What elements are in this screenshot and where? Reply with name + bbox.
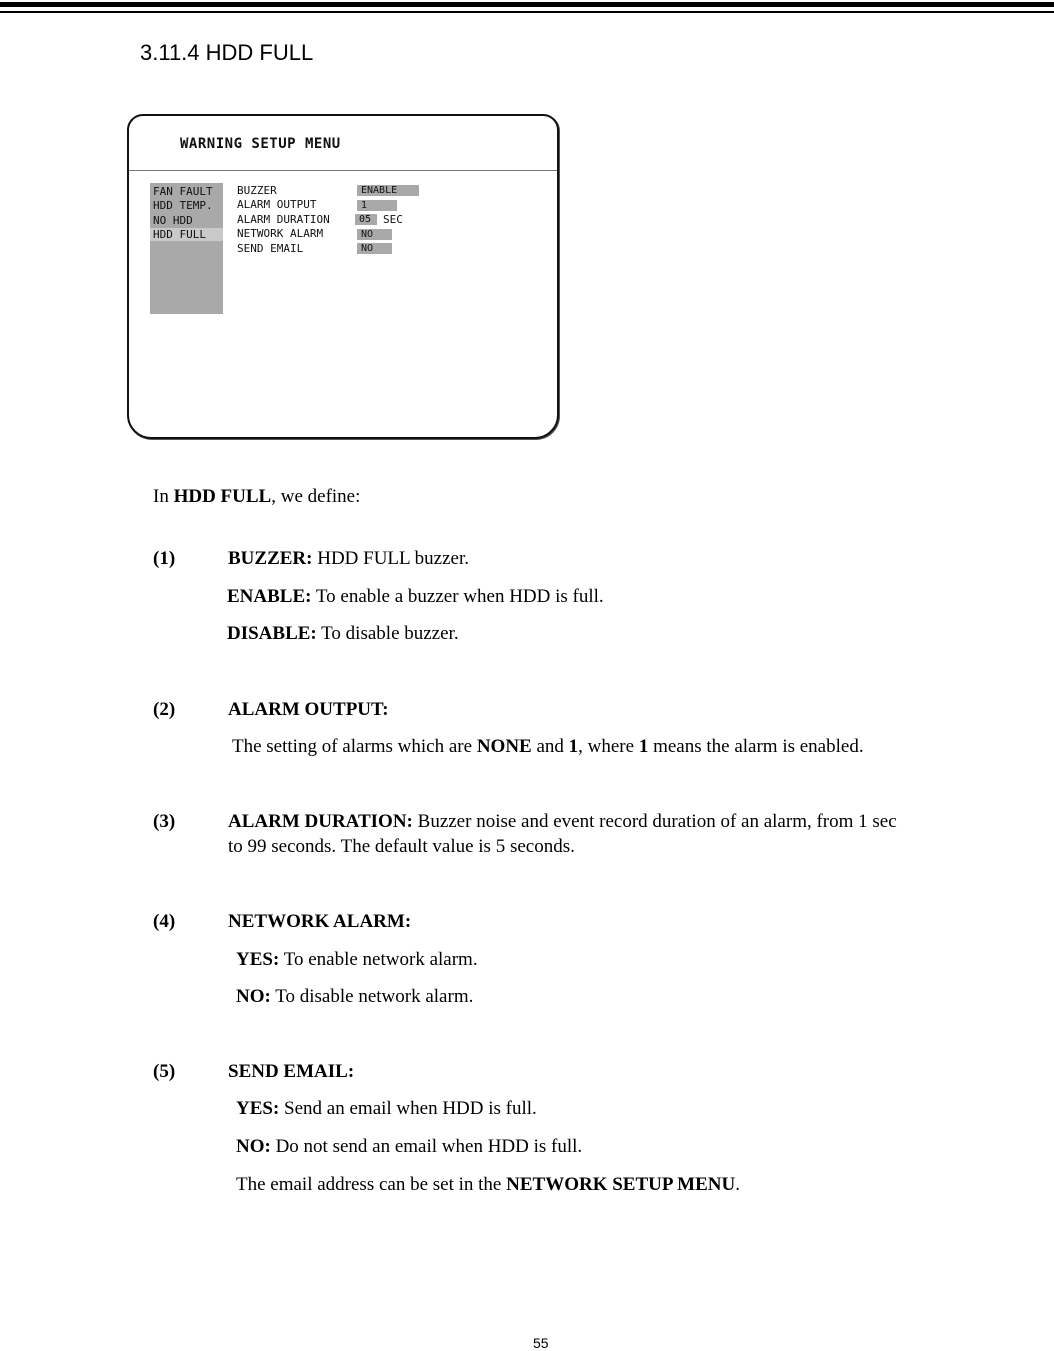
item-4-number: (4) bbox=[153, 911, 176, 932]
item-3-number: (3) bbox=[153, 811, 176, 832]
page-number: 55 bbox=[533, 1335, 549, 1351]
section-title: 3.11.4 HDD FULL bbox=[140, 40, 314, 65]
item-3-heading: ALARM DURATION: Buzzer noise and event record duration of an alarm, from 1 sec bbox=[228, 811, 897, 832]
osd-side-item-fan-fault[interactable]: FAN FAULT bbox=[153, 185, 213, 198]
item-2-heading: ALARM OUTPUT: bbox=[228, 699, 389, 720]
item-2-number: (2) bbox=[153, 699, 176, 720]
header-rule-thick bbox=[0, 2, 1054, 7]
item-1-enable-line: ENABLE: To enable a buzzer when HDD is full. bbox=[227, 586, 604, 607]
item-4-yes-line: YES: To enable network alarm. bbox=[236, 949, 478, 970]
item-1-number: (1) bbox=[153, 548, 176, 569]
osd-value-alarm-output[interactable]: 1 bbox=[357, 200, 397, 211]
item-5-number: (5) bbox=[153, 1061, 176, 1082]
item-4-heading: NETWORK ALARM: bbox=[228, 911, 412, 932]
osd-value-buzzer[interactable]: ENABLE bbox=[357, 185, 419, 196]
osd-label-buzzer: BUZZER bbox=[237, 184, 277, 197]
item-5-email-note: The email address can be set in the NETWORK SETUP MENU. bbox=[236, 1174, 740, 1195]
intro-text: In HDD FULL, we define: bbox=[153, 486, 361, 507]
osd-value-network-alarm[interactable]: NO bbox=[357, 229, 392, 240]
osd-side-item-hdd-full[interactable]: HDD FULL bbox=[150, 228, 223, 241]
item-5-yes-line: YES: Send an email when HDD is full. bbox=[236, 1098, 537, 1119]
osd-side-item-no-hdd[interactable]: NO HDD bbox=[153, 214, 193, 227]
header-rule-thin bbox=[0, 11, 1054, 13]
osd-value-send-email[interactable]: NO bbox=[357, 243, 392, 254]
osd-label-alarm-duration: ALARM DURATION bbox=[237, 213, 330, 226]
osd-label-network-alarm: NETWORK ALARM bbox=[237, 227, 324, 240]
osd-side-menu bbox=[150, 183, 223, 314]
item-5-heading: SEND EMAIL: bbox=[228, 1061, 355, 1082]
item-3-description: to 99 seconds. The default value is 5 seconds. bbox=[228, 836, 575, 857]
item-2-description: The setting of alarms which are NONE and 1, where 1 means the alarm is enabled. bbox=[232, 736, 864, 757]
osd-side-item-hdd-temp[interactable]: HDD TEMP. bbox=[153, 199, 213, 212]
warning-setup-menu-screenshot bbox=[127, 114, 559, 439]
osd-value-alarm-duration[interactable]: 05 bbox=[355, 214, 377, 225]
item-4-no-line: NO: To disable network alarm. bbox=[236, 986, 474, 1007]
osd-unit-alarm-duration: SEC bbox=[383, 213, 403, 226]
item-1-disable-line: DISABLE: To disable buzzer. bbox=[227, 623, 459, 644]
osd-label-send-email: SEND EMAIL bbox=[237, 242, 304, 255]
osd-divider bbox=[129, 170, 557, 171]
osd-menu-title: WARNING SETUP MENU bbox=[180, 136, 341, 152]
item-1-heading: BUZZER: HDD FULL buzzer. bbox=[228, 548, 470, 569]
osd-label-alarm-output: ALARM OUTPUT bbox=[237, 198, 317, 211]
item-5-no-line: NO: Do not send an email when HDD is full. bbox=[236, 1136, 583, 1157]
